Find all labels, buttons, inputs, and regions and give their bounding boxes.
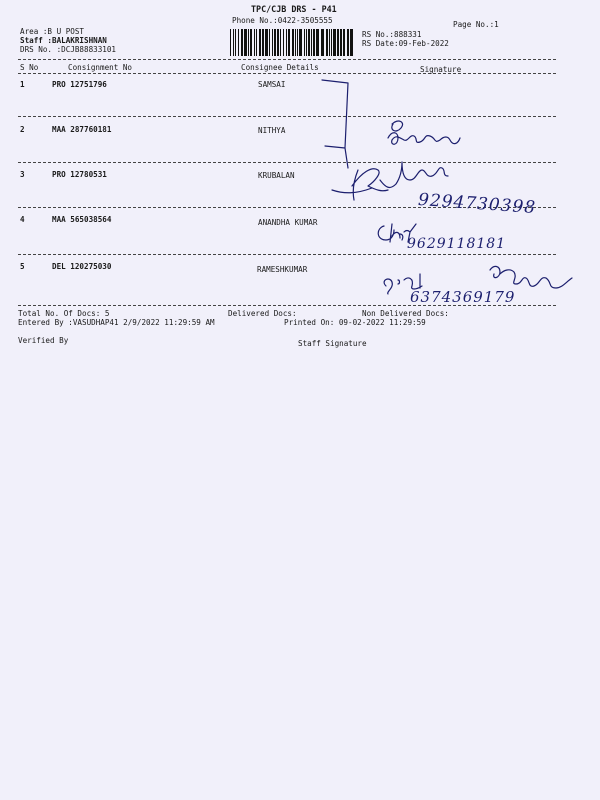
row-1-consignment: PRO 12751796	[52, 80, 107, 89]
column-header-consignee: Consignee Details	[241, 63, 319, 72]
row-3-sno: 3	[20, 170, 25, 179]
non-delivered-docs: Non Delivered Docs:	[362, 309, 449, 318]
area-label: Area :B U POST	[20, 27, 85, 36]
row-1-sno: 1	[20, 80, 25, 89]
row-3-consignee: KRUBALAN	[258, 171, 295, 180]
rs-number: RS No.:888331	[362, 30, 422, 39]
handwritten-phone-row-4: 9629118181	[407, 236, 507, 252]
row-2-sno: 2	[20, 125, 25, 134]
row-4-consignment: MAA 565038564	[52, 215, 112, 224]
staff-name: Staff :BALAKRISHNAN	[20, 36, 107, 45]
row-2-consignment: MAA 287760181	[52, 125, 112, 134]
printed-on: Printed On: 09-02-2022 11:29:59	[284, 318, 426, 327]
handwritten-phone-row-5: 6374369179	[410, 288, 516, 306]
row-5-consignee: RAMESHKUMAR	[257, 265, 308, 274]
page-number: Page No.:1	[453, 20, 499, 29]
verified-by: Verified By	[18, 336, 69, 345]
row-4-consignee: ANANDHA KUMAR	[258, 218, 318, 227]
column-header-signature: Signature	[420, 65, 462, 74]
row-1-consignee: SAMSAI	[258, 80, 286, 89]
entered-by: Entered By :VASUDHAP41 2/9/2022 11:29:59 AM	[18, 318, 215, 327]
handwritten-phone-row-3: 9294730398	[417, 189, 537, 219]
row-2-consignee: NITHYA	[258, 126, 286, 135]
signature-ink-lower	[0, 0, 600, 330]
delivered-docs: Delivered Docs:	[228, 309, 297, 318]
row-5-consignment: DEL 120275030	[52, 262, 112, 271]
document-title: TPC/CJB DRS - P41	[251, 4, 337, 14]
column-header-sno: S No	[20, 63, 39, 72]
row-5-sno: 5	[20, 262, 25, 271]
phone-number: Phone No.:0422-3505555	[232, 16, 333, 25]
column-header-consignment: Consignment No	[68, 63, 133, 72]
total-docs: Total No. Of Docs: 5	[18, 309, 110, 318]
row-3-consignment: PRO 12780531	[52, 170, 107, 179]
rs-date: RS Date:09-Feb-2022	[362, 39, 449, 48]
staff-signature-label: Staff Signature	[298, 339, 367, 348]
row-4-sno: 4	[20, 215, 25, 224]
drs-number: DRS No. :DCJB88833101	[20, 45, 117, 54]
